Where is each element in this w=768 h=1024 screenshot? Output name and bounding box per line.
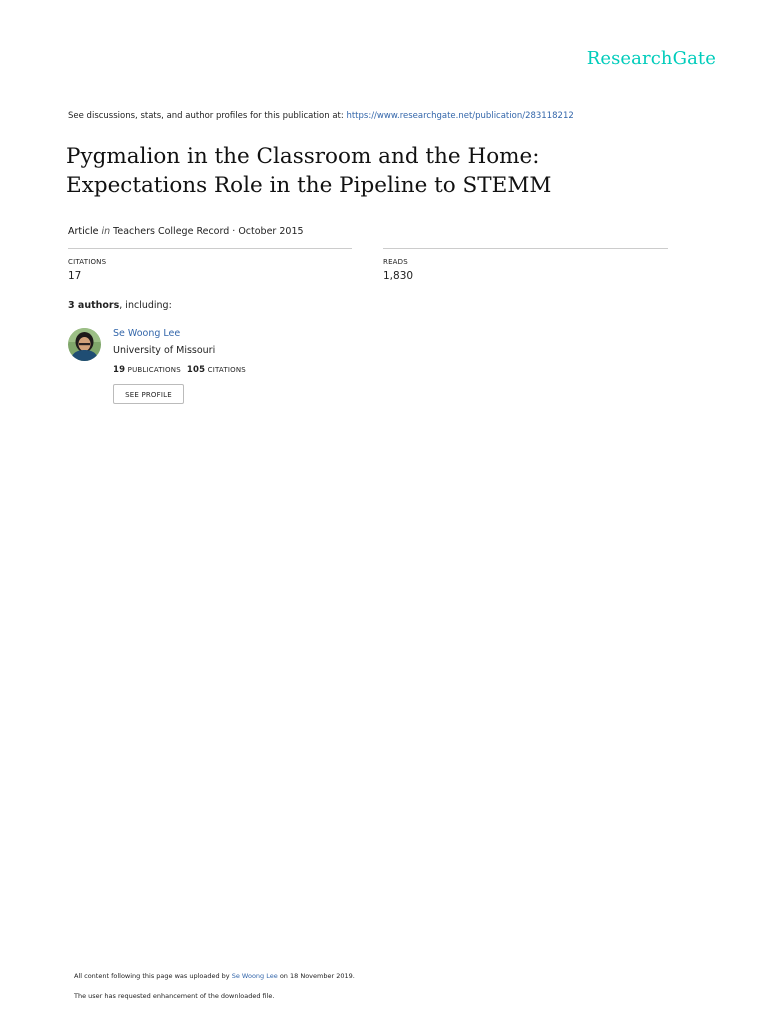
author-citations-count: 105 (186, 365, 206, 375)
divider-right (383, 248, 668, 249)
discussion-line (68, 111, 574, 121)
authors-including: , including: (119, 300, 172, 311)
reads-label: READS (383, 258, 408, 266)
author-stats (113, 365, 246, 375)
title-line-1: Pygmalion in the Classroom and the Home: (66, 144, 540, 169)
upload-prefix: All content following this page was uploaded by (74, 972, 230, 980)
citations-label: CITATIONS (68, 258, 107, 266)
publication-meta (68, 226, 304, 237)
author-citations-label: CITATIONS (207, 366, 246, 374)
citations-value: 17 (68, 270, 82, 282)
author-avatar[interactable] (68, 328, 101, 361)
in-word: in (101, 226, 111, 237)
journal-date: Teachers College Record · October 2015 (113, 226, 304, 237)
publication-url-link[interactable]: https://www.researchgate.net/publication/283118212 (346, 111, 574, 121)
divider-left (68, 248, 352, 249)
avatar-photo-icon (68, 328, 101, 361)
enhancement-note: The user has requested enhancement of the downloaded file. (74, 992, 275, 1000)
publication-type: Article (68, 226, 99, 237)
reads-value: 1,830 (383, 270, 414, 282)
author-name-link[interactable]: Se Woong Lee (113, 328, 181, 339)
upload-suffix: on 18 November 2019. (279, 972, 355, 980)
upload-note (74, 972, 355, 980)
uploader-link[interactable]: Se Woong Lee (231, 972, 278, 980)
title-line-2: Expectations Role in the Pipeline to STEMM (66, 173, 552, 198)
author-publications-count: 19 (113, 365, 126, 375)
author-publications-label: PUBLICATIONS (127, 366, 181, 374)
author-institution: University of Missouri (113, 345, 216, 356)
see-profile-button[interactable]: SEE PROFILE (113, 384, 184, 404)
authors-heading (68, 300, 172, 311)
publication-title (66, 142, 686, 200)
discussion-prefix: See discussions, stats, and author profiles for this publication at: (68, 111, 344, 121)
authors-count: 3 authors (68, 300, 120, 311)
researchgate-logo: ResearchGate (586, 48, 716, 69)
